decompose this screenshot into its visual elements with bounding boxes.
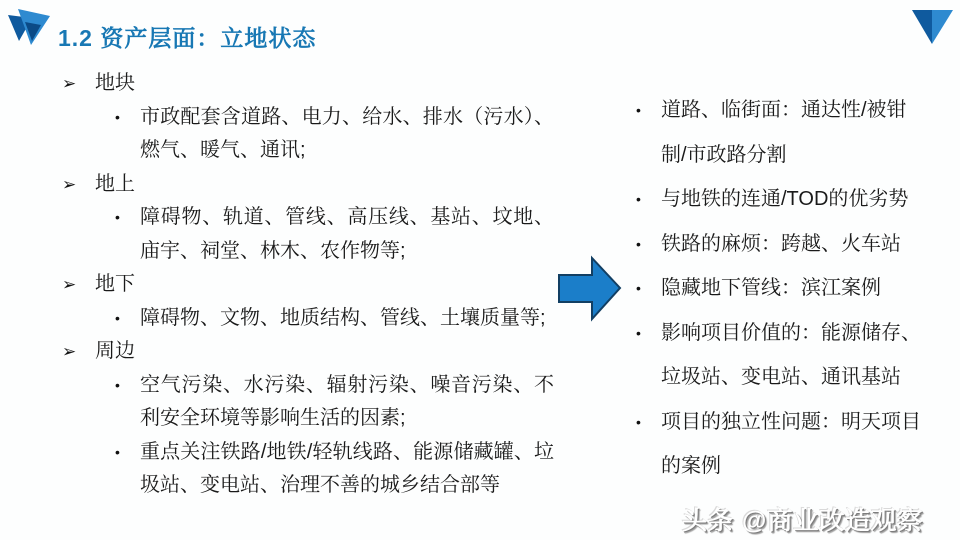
list-item-text: 障碍物、文物、地质结构、管线、土壤质量等; — [140, 306, 546, 329]
triangles-logo-icon — [6, 5, 52, 51]
section-header-label: 地块 — [95, 72, 135, 94]
list-item-text: 道路、临街面：通达性/被钳制/市政路分割 — [661, 99, 907, 166]
left-outline — [62, 67, 554, 503]
dot-bullet-icon: • — [115, 309, 120, 326]
down-triangle-icon — [908, 8, 956, 48]
dot-bullet-icon: • — [636, 235, 641, 252]
dot-bullet-icon: • — [115, 108, 120, 125]
arrow-bullet-icon: ➢ — [62, 74, 77, 93]
watermark: 头条 @商业改造观察 — [682, 507, 924, 535]
arrow-bullet-icon: ➢ — [62, 342, 77, 361]
section-header — [62, 168, 554, 202]
section-header — [62, 335, 554, 369]
dot-bullet-icon: • — [636, 413, 641, 430]
list-item-text: 空气污染、水污染、辐射污染、噪音污染、不利安全环境等影响生活的因素; — [140, 373, 554, 429]
list-item — [62, 101, 554, 168]
list-item — [636, 266, 921, 311]
list-item-text: 障碍物、轨道、管线、高压线、基站、坟地、庙宇、祠堂、林木、农作物等; — [140, 206, 554, 262]
list-item-text: 铁路的麻烦：跨越、火车站 — [661, 232, 901, 255]
block-right-arrow-icon — [557, 255, 623, 323]
section-header — [62, 268, 554, 302]
section-header-label: 周边 — [95, 340, 135, 362]
list-item-text: 与地铁的连通/TOD的优劣势 — [661, 188, 909, 210]
list-item-text: 项目的独立性问题：明天项目的案例 — [661, 410, 921, 477]
list-item-text: 影响项目价值的：能源储存、垃圾站、变电站、通讯基站 — [661, 321, 921, 388]
dot-bullet-icon: • — [115, 443, 120, 460]
list-item — [636, 311, 921, 400]
arrow-bullet-icon: ➢ — [62, 174, 77, 194]
list-item — [62, 201, 554, 268]
list-item — [636, 177, 921, 222]
dot-bullet-icon: • — [636, 280, 641, 296]
right-list — [636, 88, 921, 489]
dot-bullet-icon: • — [115, 209, 120, 225]
arrow-bullet-icon: ➢ — [62, 275, 77, 294]
section-header-label: 地下 — [95, 273, 135, 295]
section-header — [62, 67, 554, 101]
list-item-text: 重点关注铁路/地铁/轻轨线路、能源储藏罐、垃圾站、变电站、治理不善的城乡结合部等 — [140, 440, 554, 496]
dot-bullet-icon: • — [115, 376, 120, 393]
list-item — [62, 369, 554, 436]
dot-bullet-icon: • — [636, 191, 641, 207]
list-item — [62, 436, 554, 503]
list-item-text: 隐藏地下管线：滨江案例 — [661, 277, 881, 299]
dot-bullet-icon: • — [636, 102, 641, 118]
list-item — [62, 302, 554, 336]
slide-title: 1.2 资产层面：立地状态 — [58, 25, 317, 51]
list-item — [636, 88, 921, 177]
section-header-label: 地上 — [95, 172, 135, 195]
list-item-text: 市政配套含道路、电力、给水、排水（污水）、燃气、暖气、通讯; — [140, 105, 554, 161]
list-item — [636, 400, 921, 489]
dot-bullet-icon: • — [636, 324, 641, 341]
list-item — [636, 222, 921, 267]
